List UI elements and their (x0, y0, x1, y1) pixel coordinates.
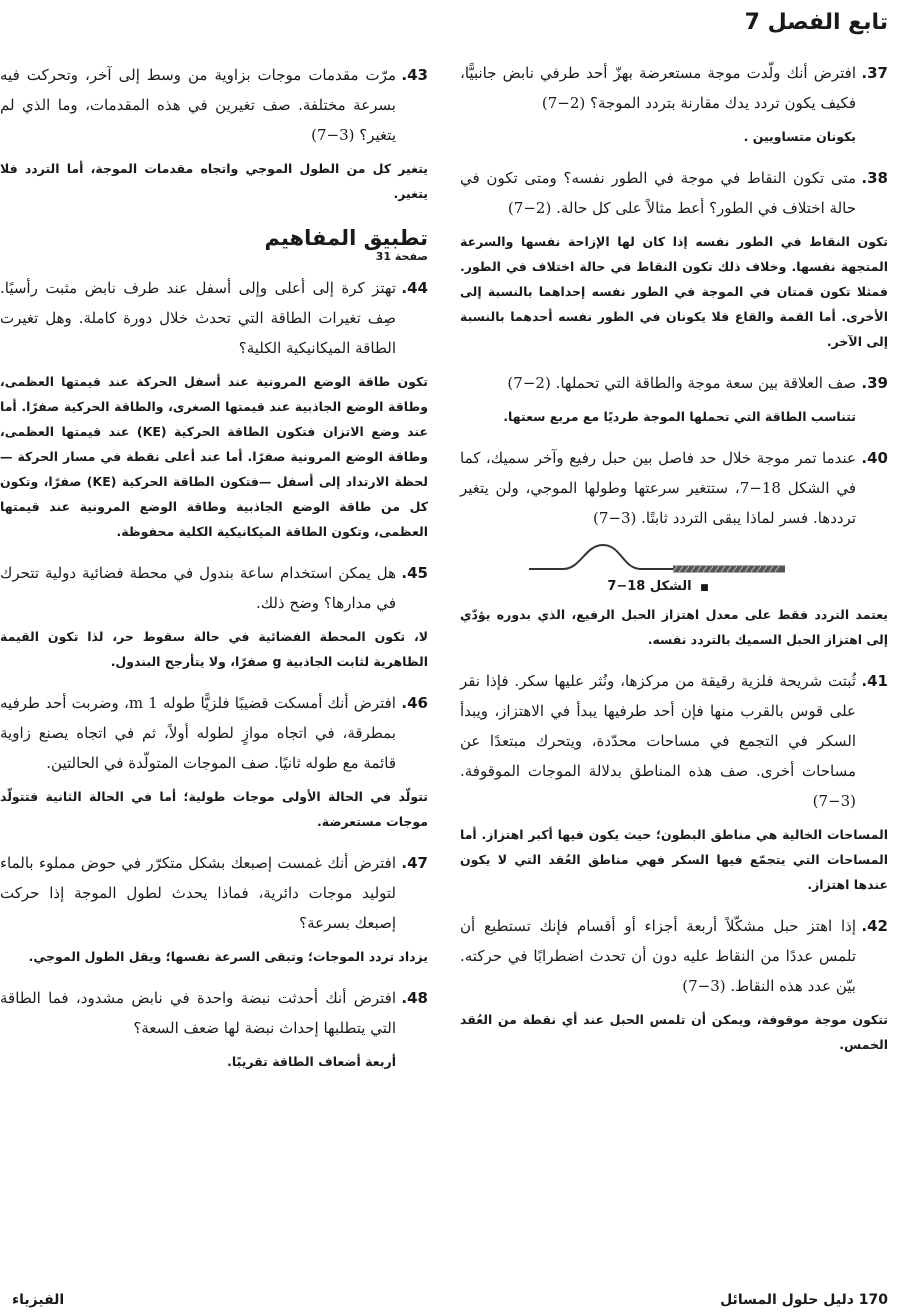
question-text: افترض أنك غمست إصبعك بشكل متكرّر في حوض مملوء بالماء لتوليد موجات دائرية، فماذا يحدث لطول الموجة إذا حركت إصبعك بسرعة؟ (0, 854, 396, 932)
question-37 (460, 58, 888, 149)
figure-caption-text: الشكل 18−7 (607, 579, 692, 594)
question-number: 45. (401, 564, 428, 582)
answer-text: المساحات الخالية هي مناطق البطون؛ حيث يكون فيها أكبر اهتزاز. أما المساحات التي يتجمّع فيها السكر فهي مناطق العُقد التي لا يكون عندها اهتزاز. (460, 827, 888, 892)
question-number: 48. (401, 989, 428, 1007)
answer-text: تتولّد في الحالة الأولى موجات طولية؛ أما في الحالة الثانية فتتولّد موجات مستعرضة. (0, 789, 428, 829)
question-38 (460, 163, 888, 354)
footer-subject: الفيزياء (12, 1292, 65, 1308)
question-text: إذا اهتز حبل مشكّلاً أربعة أجزاء أو أقسام فإنك تستطيع أن تلمس عددًا من النقاط عليه دون أن تحدث اضطرابًا في حركته. بيّن عدد هذه النقاط. (3−7) (460, 917, 856, 995)
question-number: 41. (861, 672, 888, 690)
question-text: متى تكون النقاط في موجة في الطور نفسه؟ ومتى تكون في حالة اختلاف في الطور؟ أعط مثالاً على كل حالة. (2−7) (460, 169, 856, 217)
question-39 (460, 368, 888, 429)
question-number: 38. (861, 169, 888, 187)
figure-rope-boundary (460, 539, 856, 594)
figure-caption (460, 579, 856, 594)
question-text: عندما تمر موجة خلال حد فاصل بين حبل رفيع وآخر سميك، كما في الشكل 18−7، ستتغير سرعتها وطولها الموجي، ولن يتغير ترددها. فسر لماذا يبقى التردد ثابتًا. (3−7) (460, 449, 856, 527)
answer-text: يزداد تردد الموجات؛ وتبقى السرعة نفسها؛ ويقل الطول الموجي. (28, 949, 428, 964)
answer-text: تتناسب الطاقة التي تحملها الموجة طرديًا مع مربع سعتها. (503, 409, 856, 424)
question-44 (0, 273, 428, 544)
question-number: 47. (401, 854, 428, 872)
answer-text: تكون النقاط في الطور نفسه إذا كان لها الإزاحة نفسها والسرعة المتجهة نفسها. وخلاف ذلك تكون النقاط في حالة اختلاف في الطور. فمثلا تكون قمتان في الموجة في الطور نفسه إحداهما بالنسبة إلى الأخرى. أما القمة والقاع فلا يكونان في الطور نفسه أحدهما بالنسبة إلى الآخر. (460, 234, 888, 349)
square-bullet-icon: ■ (700, 583, 709, 593)
question-text: افترض أنك أحدثت نبضة واحدة في نابض مشدود، فما الطاقة التي يتطلبها إحداث نبضة لها ضعف السعة؟ (0, 989, 396, 1037)
question-41 (460, 666, 888, 897)
question-45 (0, 558, 428, 674)
question-number: 40. (861, 449, 888, 467)
question-number: 44. (401, 279, 428, 297)
question-48 (0, 983, 428, 1074)
answer-text: لا، تكون المحطة الفضائية في حالة سقوط حر، لذا تكون القيمة الظاهرية لثابت الجاذبية g صفرًا، ولا يتأرجح البندول. (0, 629, 428, 669)
answer-text: يعتمد التردد فقط على معدل اهتزاز الحبل الرفيع، الذي بدوره يؤدّي إلى اهتزاز الحبل السميك بالتردد نفسه. (460, 607, 888, 647)
answer-text: تكون طاقة الوضع المرونية عند أسفل الحركة عند قيمتها العظمى، وطاقة الوضع الجاذبية عند قيمتها الصغرى، والطاقة الحركية صفرًا. أما عند وضع الاتزان فتكون الطاقة الحركية (KE) عند قيمتها العظمى، وطاقة الوضع المرونية صفرًا. أما عند أعلى نقطة في مسار الحركة — لحظة الارتداد إلى أسفل —فتكون الطاقة الحركية (KE) صفرًا، وتكون كل من طاقة الوضع الجاذبية وطاقة الوضع المرونية عند قيمتها العظمى، وتكون الطاقة الميكانيكية الكلية محفوظة. (0, 374, 428, 539)
right-column (460, 58, 888, 1071)
question-number: 42. (861, 917, 888, 935)
question-number: 46. (401, 694, 428, 712)
question-text: افترض أنك ولّدت موجة مستعرضة بهزّ أحد طرفي نابض جانبيًّا، فكيف يكون تردد يدك مقارنة بتردد الموجة؟ (2−7) (460, 64, 856, 112)
answer-text: تتكون موجة موقوفة، ويمكن أن تلمس الحبل عند أي نقطة من العُقد الخمس. (460, 1012, 888, 1052)
question-40 (460, 443, 888, 652)
question-text: تهتز كرة إلى أعلى وإلى أسفل عند طرف نابض مثبت رأسيًا. صِف تغيرات الطاقة التي تحدث خلال دورة كاملة. وهل تغيرت الطاقة الميكانيكية الكلية؟ (0, 279, 396, 357)
question-text: مرّت مقدمات موجات بزاوية من وسط إلى آخر، وتحركت فيه بسرعة مختلفة. صف تغيرين في هذه المقدمات، وما الذي لم يتغير؟ (3−7) (0, 66, 396, 144)
answer-text: يتغير كل من الطول الموجي واتجاه مقدمات الموجة، أما التردد فلا يتغير. (0, 161, 428, 201)
rope-wave-illustration (523, 539, 793, 575)
answer-text: يكونان متساويين . (743, 129, 856, 144)
question-47 (0, 848, 428, 969)
footer-page-label: 170 دليل حلول المسائل (720, 1292, 888, 1308)
question-text: صف العلاقة بين سعة موجة والطاقة التي تحملها. (2−7) (507, 374, 856, 392)
question-number: 39. (861, 374, 888, 392)
section-page-ref: صفحة 31 (375, 250, 428, 263)
answer-text: أربعة أضعاف الطاقة تقريبًا. (227, 1054, 396, 1069)
section-heading (0, 226, 428, 263)
question-42 (460, 911, 888, 1057)
question-number: 37. (861, 64, 888, 82)
question-46 (0, 688, 428, 834)
question-43 (0, 60, 428, 206)
question-number: 43. (401, 66, 428, 84)
question-text: هل يمكن استخدام ساعة بندول في محطة فضائية دولية تتحرك في مدارها؟ وضح ذلك. (0, 564, 396, 612)
page-title: تابع الفصل 7 (744, 10, 888, 35)
question-text: افترض أنك أمسكت قضيبًا فلزيًّا طوله 1 m، وضربت أحد طرفيه بمطرقة، في اتجاه موازٍ لطوله أولاً، ثم في اتجاه يصنع زاوية قائمة مع طوله ثانيًا. صف الموجات المتولّدة في الحالتين. (0, 694, 396, 772)
left-column (0, 60, 428, 1088)
section-title: تطبيق المفاهيم (264, 226, 428, 250)
question-text: ثُبتت شريحة فلزية رقيقة من مركزها، ونُثر عليها سكر. فإذا نقر على قوس بالقرب منها فإن أحد طرفيها يبدأ في الاهتزاز، ويبدأ السكر في التجمع في مساحات محدّدة، ويتحرك مبتعدًا عن مساحات أخرى. صف هذه المناطق بدلالة الموجات الموقوفة. (3−7) (460, 672, 856, 810)
